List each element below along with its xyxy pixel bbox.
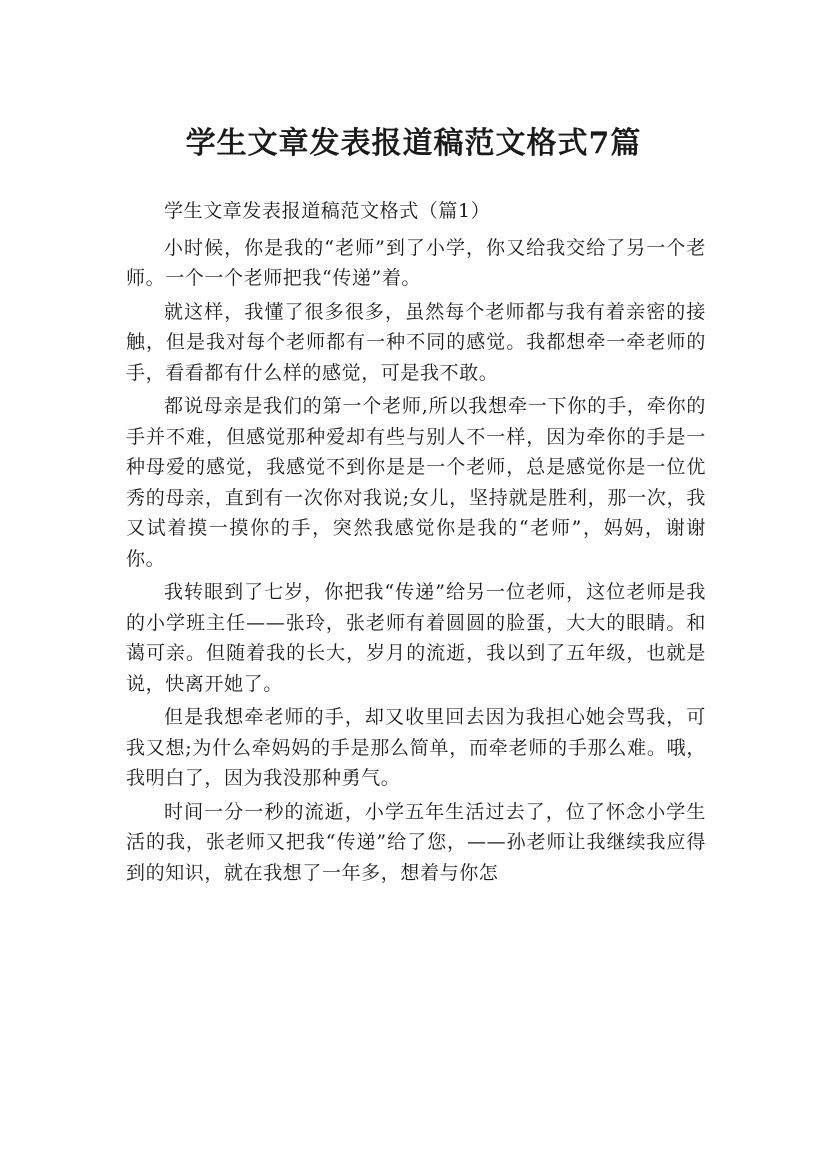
paragraph-4: 我转眼到了七岁，你把我“传递”给另一位老师，这位老师是我的小学班主任——张玲，张老师有着圆圆的脸蛋，大大的眼睛。和蔼可亲。但随着我的长大，岁月的流逝，我以到了五年级，也就是说，快离开她了。	[126, 581, 706, 695]
paragraph-5: 但是我想牵老师的手，却又收里回去因为我担心她会骂我，可我又想;为什么牵妈妈的手是那么简单，而牵老师的手那么难。哦，我明白了，因为我没那种勇气。	[126, 706, 706, 789]
paragraph-6: 时间一分一秒的流逝，小学五年生活过去了，位了怀念小学生活的我，张老师又把我“传递”给了您，——孙老师让我继续我应得到的知识，就在我想了一年多，想着与你怎	[126, 800, 706, 884]
document-title: 学生文章发表报道稿范文格式7篇	[185, 126, 642, 162]
document-body	[126, 196, 706, 891]
paragraph-2: 就这样，我懂了很多很多，虽然每个老师都与我有着亲密的接触，但是我对每个老师都有一种不同的感觉。我都想牵一牵老师的手，看看都有什么样的感觉，可是我不敢。	[126, 300, 706, 384]
paragraph-3: 都说母亲是我们的第一个老师,所以我想牵一下你的手，牵你的手并不难，但感觉那种爱却有些与别人不一样，因为牵你的手是一种母爱的感觉，我感觉不到你是是一个老师，总是感觉你是一位优秀的母亲，直到有一次你对我说;女儿，坚持就是胜利，那一次，我又试着摸一摸你的手，突然我感觉你是我的“老师”，妈妈，谢谢你。	[126, 395, 706, 570]
paragraph-1: 小时候，你是我的“老师”到了小学，你又给我交给了另一个老师。一个一个老师把我“传递”着。	[126, 236, 706, 289]
section-heading: 学生文章发表报道稿范文格式（篇1）	[164, 200, 491, 222]
